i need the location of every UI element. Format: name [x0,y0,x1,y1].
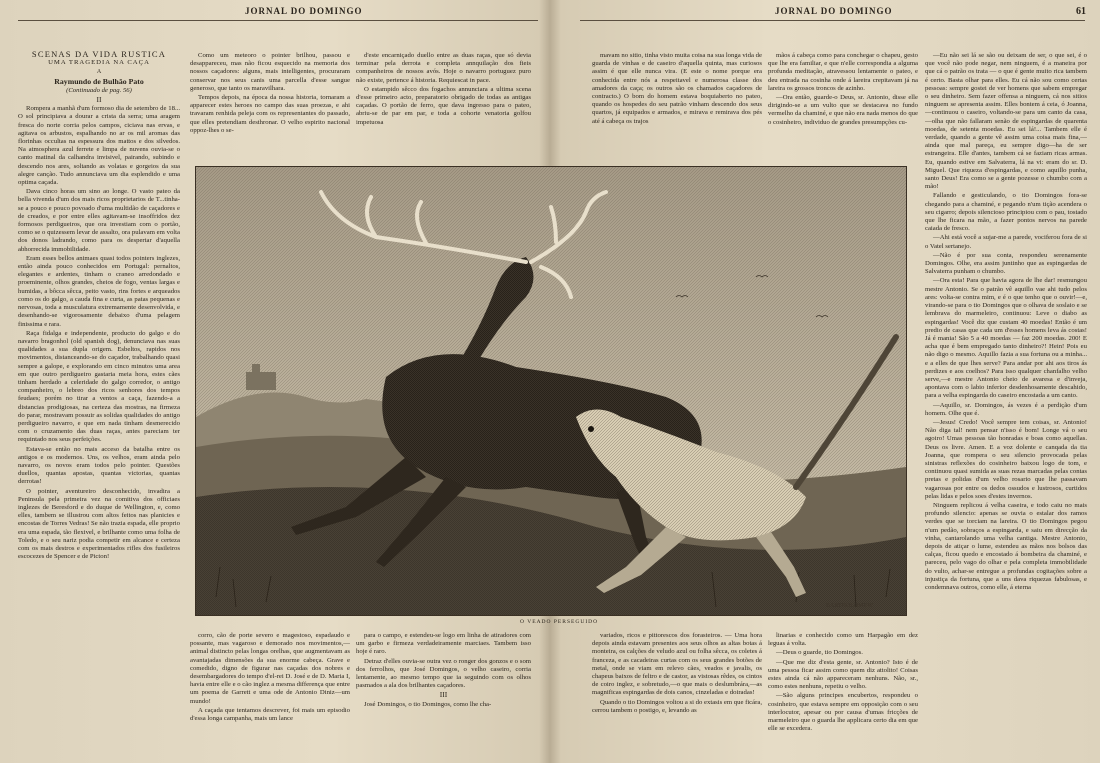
paragraph: Dava cinco horas um sino ao longe. O vasto pateo da bella vivenda d'um dos mais ricos proprietarios de T...tinha-se a pouco e pouco povoado d'uma multidão de caçadores e de creados, e por entre elles agitavam-se insoffridos dez formosos perdigueiros, que ora investiam com o portão, como se o quizessem levar de assalto, ora pulavam em volta dos donos ladrando, como para os despertar d'aquella abhorrecida immobilidade. [18,188,180,253]
right-page-header: JORNAL DO DOMINGO [775,6,893,16]
column-5-top [768,52,918,162]
column-4-bottom [592,632,762,760]
column-4-top [592,52,762,162]
section-title: SCENAS DA VIDA RUSTICA [31,50,167,59]
paragraph: —Não é por sua conta, respondeu serenamente Domingos. Olhe, era assim juntinho que as espingardas de Salvaterra punham o chumbo. [925,251,1087,276]
paragraph: Rompera a manhã d'um formoso dia de setembro de 18... O sol principiava a dourar a crista da serra; uma aragem fresca do norte corria pelos campos, ciciava nas ervas, e agitava os arbustos, espalhando no ar os mil aromas das florinhas occultas na espessura dos mattos e dos silvedos. Na atmosphera azul ferrete e limpa de nuvens ouvia-se o canto matinal da calhandra invisivel, pairando, subindo e descendo nos ares, soltando as volatas e gorgeios da sua alegre canção. Tudo annunciava um dia esplendido e uma optima caçada. [18,105,180,187]
paragraph: —São alguns principes encubertos, respondeu o cosinheiro, que estava sempre em opposição com o seu interlocutor, apesar ou por causa d'umas fricções de marmeleiro que o guarda lhe applicara certo dia em que elle se excedera. [768,692,918,733]
paragraph: —Ora esta! Para que havia agora de lhe dar! resmungou mestre Antonio. Se o patrão vê aquillo vae ahi tudo pelos ares: volta-se contra mim, e é o que tenho que o ouvir!—e, virando-se para o tio Domingos que o olhava de soslaio e se lembrava do marmeleiro, continuou: Leve o diabo as espingardas! Você diz que custam 40 moedas! Então é um predio de casas que cada um d'esses homens leva ás costas! Já é mania! São 5 a 40 moedas — faz 200 moedas. 200! E acha que é bem empregado tanto dinheiro?! Hein! Pois eu não digo o mesmo. Aquillo fazia a sua fortuna ou a minha... e a elles de que lhes serve? Para andar por ahi aos tiros ás perdizes e aos coelhos? Para isso qualquer chanfalho velho serve,—e mestre Antonio cheio de avaresa e d'inveja, apontava com o labio inferior desdenhosamente descahido, para a velha espingarda do caseiro encostada a um canto. [925,277,1087,400]
paragraph: —Deus o guarde, tio Domingos. [776,649,863,657]
paragraph: mavam no sitio, tinha visto muita coisa na sua longa vida de guarda de vinhas e de caseiro d'aquella quinta, mas curiosos assim é que elle nunca vira. (E este o nome porque era conhecida entre nós a respeitavel e numerosa classe dos amadores da caça; os outros são os chamados caçadores de contracto.) O bom do homem estava boquiaberto no pateo, quando os hospedes do seu patrão vinham descendo dos seus quartos, já equipados e armados, e mirava e remirava dos pés até á cabeça os trajos [592,52,762,125]
paragraph: Quando o tio Domingos voltou a si do extasis em que ficára, cerrou tambem o postigo, e, levando as [592,698,762,714]
paragraph: —Que me diz d'esta gente, sr. Antonio? Isto é de uma pessoa ficar assim como quem diz attolito! Coisas estes ainda cá não appareceram nenhuns. Não, sr., como estes nenhuns, repetiu o velho. [768,658,918,691]
paragraph: para o campo, e estendeu-se logo em linha de atiradores com um garbo e firmeza verdadeiramente marciaes. Tambem isso hoje é raro. [356,632,531,656]
column-2-bottom [190,632,350,760]
paragraph: variados, ricos e pittorescos dos forasteiros. — Uma hora depois ainda estavam presentes aos seus olhos as altas botas á monteira, os calções de veludo azul ou folha sêcca, os coletes á franceza, e as cacadeiras curtas com os seus grandes botões de metal, onde se viam em relevo cães, veados e javalis, os chapeus baixos de feltro e de castor, as vistosas rêdes, os cintos de coiro inglez, e sobretudo,—o que mais o deslumbrára,—as magnificas espingardas de dois canos, cinzeladas e doiradas! [592,632,762,697]
paragraph: Ninguem replicou á velha caseira, e todo caiu no mais profundo silencio: apenas se ouvia o estalar dos ramos verdes que se torciam na lareira. O tio Domingos pegou n'um pedão, sobraços a espingarda, e saiu em direcção da vinha, cantarolando uma velha cantiga. Mestre Antonio, depois de atiçar o lume, estendeu as mãos nos bolsos das calças, ficou quedo e encostado á bombeira da chaminé, e pareceu, pelo vago do olhar e pela completa immobilidade do vulto, achar-se entregue a profundas cogitações sobre a injustiça da fortuna, que a uns dava riquezas fabulosas, e condemnava outros, como elle, á eterna [925,501,1087,591]
paragraph: José Domingos, o tio Domingos, como lhe cha- [364,700,492,708]
engraver-signature: BARTHOLOMEW [826,603,873,609]
left-page-header: JORNAL DO DOMINGO [245,6,363,16]
paragraph: —Aquillo, sr. Domingos, ás vezes é a perdição d'um homem. Olhe que é. [925,401,1087,417]
paragraph: O estampido sêcco dos fogachos annunciara a ultima scena d'esse primeiro acto, preparatorio obrigado de todas as antigas caçadas. O portão de ferro, que dava ingresso para o pateo, abriu-se de par em par, e toda a cohorte venatoria golfou impetuosa [356,85,531,126]
engraving-artwork [196,167,906,615]
column-2-top [190,52,350,162]
paragraph: O pointer, aventureiro desconhecido, invadira a Peninsula pela primeira vez na comitiva dos officiaes inglezes de Beresford e do duque de Wellington, e, como elles, tambem se illustrou com altos feitos nas planicies e encostas de Torres Vedras! Se não trazia espada, elle proprio era uma espada, tão flexivel, e brilhante como uma folha de Toledo, e o seu nariz podia competir em alcance e certeza com os mais destros e experimentados rifles dos fusileiros escocezes de Spencer e de Picton! [18,487,180,561]
column-5-bottom [768,632,918,760]
author-name: Raymundo de Bulhão Pato [54,76,144,86]
paragraph: A caçada que tentamos descrever, foi mais um episodio d'essa longa campanha, mais um lance [190,706,350,723]
article-subtitle: UMA TRAGEDIA NA CAÇA [48,59,150,67]
paragraph: —Eu não sei lá se são ou deixam de ser, o que sei, é o que você não pode negar, nem ninguem, é a maneira por que cá o patrão os trata — o que é gente muito rica tambem é certo. Basta olhar para elles. Eu cá não sou como certas pessoas: sempre gostei de ver homens que sabem empregar o seu dinheiro. Sem fazer offensa a ninguem, cá nos sitios ninguem se apresenta assim. Elles bontem á ceia, ó Joanna,—continuou o caseiro, voltando-se para um canto da casa,—olha que não fallaram senão de espingardas de quarenta moedas, de setenta moedas. Eu sei lá!... Tambem elle é verdade, quando a gente vê assim uma coisa mais fina,—ainda que mal pareça, eu sempre digo—ha de ser estrangeira. Elle d'antes, tambem cá se faziam ricas armas. Eu, quando estive em Salvaterra, lá na vi: eram do sr. D. Miguel. Que riqueza d'espingardas, e como aquillo punha, santo Deus! Era como se a gente pozesse o chumbo com a mão! [925,52,1087,191]
section-number-iii: III [439,690,448,700]
castle-ruin [246,372,276,390]
paragraph: Eram esses bellos animaes quasi todos pointers inglezes, então ainda pouco conhecidos em Portugal: pernaltos, elegantes e ardentes, tinham o craneo arredondado e proeminente, olhos grandes, cheios de fogo, ventas largas e humidas, a bôcca sêcca, peito vasto, rins fortes e arqueados como os do galgo, a cauda fina e curta, as patas pequenas e nervosas, toda a musculatura extremamente desenvolvida, e desenhando-se vigorosamente debaixo d'uma pelagem finissima e rara. [18,254,180,328]
header-rule-right [580,20,1085,21]
paragraph: d'este encarniçado duello entre as duas raças, que só devia terminar pela derrota e completa annquilação dos fieis companheiros de nossos avós. Hoje o navarro portuguez puro não existe, pertence á historia. Requiescat in pace. [356,52,531,84]
paragraph: Fallando e gesticulando, o tio Domingos fora-se chegando para a chaminé, e pegando n'um tição acendera o seu cigarro; depois silencioso principiou com o pau, tostado que lhe ficara na mão, a fazer pontos nervos na parede caiada de fresco. [925,192,1087,233]
stag-hunt-engraving [195,166,907,616]
paragraph: linarias e conhecido como um Harpagão em dez leguas á volta. [768,632,918,648]
page-number: 61 [1076,6,1086,17]
paragraph: Raça fidalga e independente, producto do galgo e do navarro bragonhol (old spanish dog), denunciava nas suas qualidades a sua dupla origem. Esbeltos, rapidos nos movimentos, distanceando-se do caçador, trabalhando quasi sempre a galope, e explorando em cinco minutos uma area em que outro perdigueiro gastaria meia hora, estes cães tinham herdado a celeridade do galgo corredor, o antigo companheiro, o lebreo dos ricos senhores dos tempos feudaes; porém no tirar a ventos a caça, fazendo-a a distancias prodigiosas, na certeza das mostras, na firmeza do parar, mostravam possuir as solidas qualidades do antigo perdigueiro navarro, e que em nada tinham desmerecido com o cruzamento das duas raças, antes pareciam ter requintado nos seus perfeições. [18,329,180,444]
paragraph: —Jesus! Credo! Você sempre tem coisas, sr. Antonio! Não diga tal! nem pensar n'isso é bom! Longe vá o seu agoiro! Umas pessoas tão honradas e boas como aquellas. Deus os livre. Amen. E a voz dolente e canqada da tia Joanna, que rompera o seu silencio provocada pelas sinistras reflexões do cosinheiro baixou logo de tom, e continuou quasi sumida as suas rezas marcadas pelas contas pretas e polidas d'um velho rosario que lhe passavam vagarosas por entre os dedos ossudos e lustrosos, curtidos pelas lidas e pelos soes d'estes invernos. [925,418,1087,500]
column-3-top [356,52,531,162]
paragraph: corro, cão de porte severo e magestoso, espadaudo e possante, mas vagaroso e demorado nos movimentos,— animal distincto pelas longas orelhas, que augmentavam as avantajadas dimensões da sua enorme cabeça. Grave e comedido, digno de figurar nas caçadas dos nobres e desembargadores do tempo d'el-rei D. José e de D. Maria I, havia entre elle e o cão inglez a mesma differença que entre um poema de Garrett e uma ode de Antonio Diniz—um mundo! [190,632,350,705]
byline-prefix: A [96,69,102,76]
column-3-bottom [356,632,531,760]
continued-note: (Continuado de pag. 56) [66,86,132,94]
column-1 [18,50,180,750]
engraving-caption: O VEADO PERSEGUIDO [520,619,599,625]
column-6 [925,52,1087,752]
paragraph: Estava-se então no mais acceso da batalha entre os antigos e os modernos. Uns, os velhos, eram ainda pelo navarro, os novos eram todos pelo pointer. Questões duellos, quantas apostas, quantas victorias, quantas derrotas! [18,445,180,486]
section-number-ii: II [96,95,102,105]
paragraph: Como um meteoro o pointer brilhou, passou e desappareceu, mas não ficou esquecido na memoria dos nossos caçadores: alguns, mais intelligentes, procuraram conservar nos seus canis uma parcella d'esse sangue generoso, que tanto os maravilhara. [190,52,350,92]
paragraph: —Ahi está você a sujar-me a parede, vociferou fora de si o Vatel sertanejo. [925,234,1087,250]
header-rule-left [18,20,538,21]
paragraph: Tempos depois, na época da nossa historia, tornaram a apparecer estes heroes no campo das suas proezas, e ahi travaram renhida peleja com os representantes do passado, que elles pretendiam desthronar. O velho espirito nacional oppoz-lhes o se- [190,94,350,134]
paragraph: Detraz d'elles ouvia-se outra vez o ronger dos gonzos e o som dos ferrolhos, que José Domingos, o velho caseiro, corria lentamente, ao mesmo tempo que ia seguindo com os olhos pasmados a ala dos brilhantes caçadores. [356,657,531,690]
paragraph: mãos á cabeça como para conchegar o chapeu, gesto que lhe era familiar, e que n'elle correspondia a alguma profunda meditação, atravessou lentamente o pateo, e deu entrada na cosinha onde á lareira crepitavam já na lareira os grossos troncos de azinho. [768,52,918,92]
paragraph: —Ora então, guarde-o Deus, sr. Antonio, disse elle dirigindo-se a um vulto que se destacava no fundo vermelho da chaminé, e que não era nada menos do que o cosinheiro, individuo de grandes presumpções cu- [768,94,918,126]
